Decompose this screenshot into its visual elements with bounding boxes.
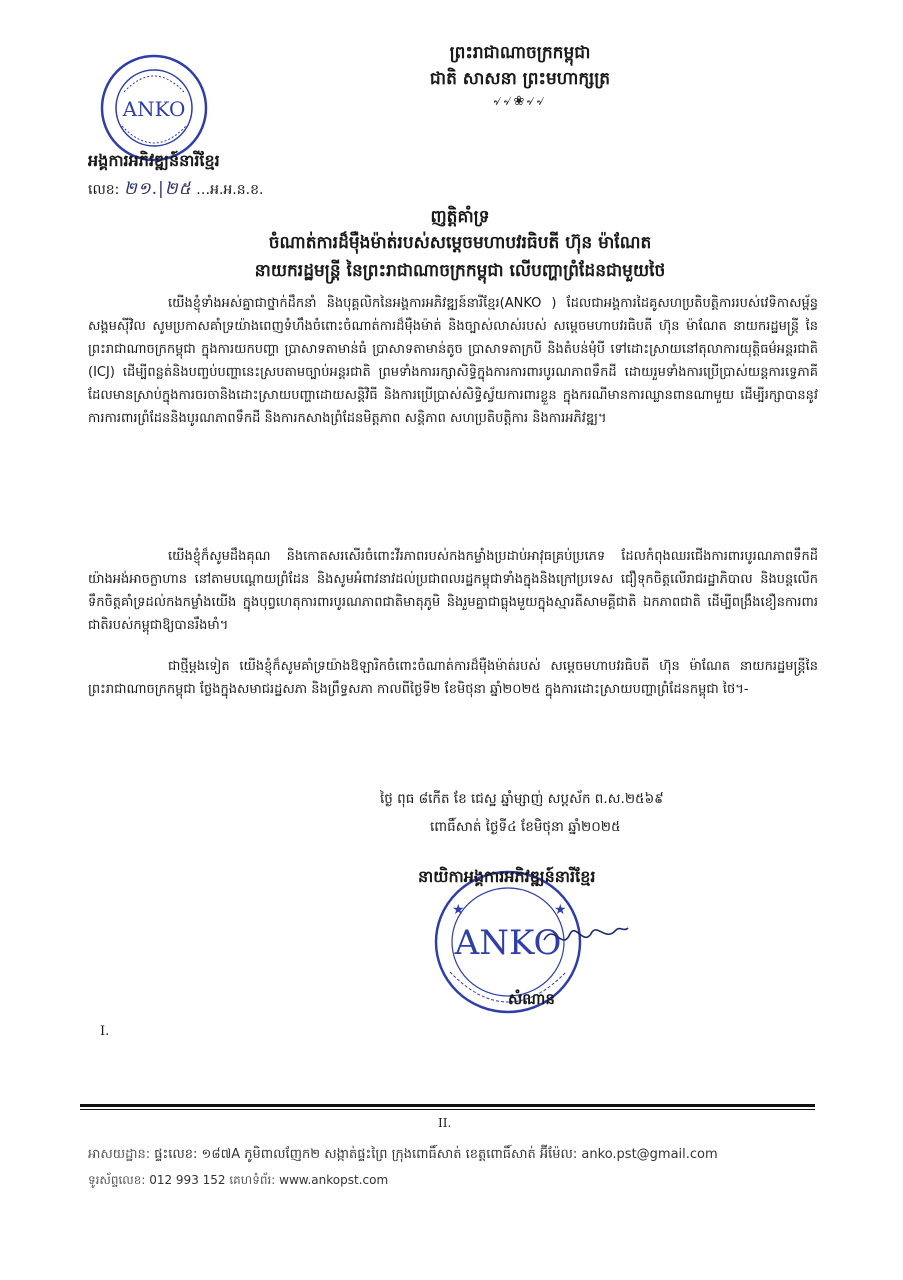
footer-divider (80, 1104, 815, 1107)
reference-label: លេខ: (88, 182, 120, 198)
national-motto: ជាតិ សាសនា ព្រះមហាក្សត្រ (429, 69, 611, 89)
page-marker-2: II. (438, 1116, 452, 1130)
body-paragraph-1: យើងខ្ញុំទាំងអស់គ្នាជាថ្នាក់ដឹកនាំ និងបុគ្គលិកនៃអង្គការអភិវឌ្ឍន៍នារីខ្មែរ(ANKO ) ដែលជាអង្គការដៃគូសហប្រតិបត្តិការរបស់វេទិកាសម្ព័ន្ធសង្គមស៊ីវិល សូមប្រកាសគាំទ្រយ៉ាងពេញទំហឹងចំពោះចំណាត់ការដ៏ម៉ឺងម៉ាត់ និងច្បាស់លាស់របស់ សម្តេចមហាបវរធិបតី ហ៊ុន ម៉ាណែត នាយករដ្ឋមន្ត្រី នៃព្រះរាជាណាចក្រកម្ពុជា ក្នុងការយកបញ្ហា ប្រាសាទតាមាន់ធំ ប្រាសាទតាមាន់តូច ប្រាសាទតាក្របី និងតំបន់មុំបី ទៅដោះស្រាយនៅតុលាការយុត្តិធម៌អន្តរជាតិ (ICJ) ដើម្បីពន្លត់និងបញ្ចប់បញ្ហានេះស្របតាមច្បាប់អន្តរជាតិ ព្រមទាំងការរក្សាសិទ្ធិក្នុងការការពារបូរណភាពទឹកដី ដោយរួមទាំងការប្រើប្រាស់យន្តការទ្វេភាគីដែលមានស្រាប់ក្នុងការចរចានិងដោះស្រាយបញ្ហាដោយសន្តិវិធី និងការប្រើប្រាស់សិទ្ធិស្វ័យការពារខ្លួន ក្នុងករណីមានការឈ្លានពានណាមួយ ដើម្បីរក្សាបាននូវការការពារព្រំដែននិងបូរណភាពទឹកដី និងការកសាងព្រំដែនមិត្តភាព សន្តិភាព សហប្រតិបត្តិការ និងការអភិវឌ្ឍ។ (88, 296, 818, 426)
document-title: ញត្តិគាំទ្រ (430, 207, 490, 227)
document-subtitle-1: ចំណាត់ការដ៏ម៉ឺងម៉ាត់របស់សម្តេចមហាបវរធិបតី ហ៊ុន ម៉ាណែត (268, 233, 652, 253)
footer-contact (88, 1172, 388, 1190)
footer-divider-thin (80, 1109, 815, 1110)
website-label: គេហទំព័រ: (229, 1173, 276, 1187)
page-marker-1: I. (100, 1024, 110, 1039)
signer-name: សំណាន (508, 990, 555, 1008)
reference-suffix: …អ.អ.ន.ខ. (196, 182, 264, 198)
reference-number (88, 178, 263, 203)
handwritten-signature (540, 912, 630, 962)
anko-logo (98, 52, 210, 164)
reference-handwritten: ២១.|២៥ (123, 179, 192, 199)
organization-name: អង្គការអភិវឌ្ឍន៍នារីខ្មែរ (88, 151, 220, 170)
document-subtitle-2: នាយករដ្ឋមន្ត្រី នៃព្រះរាជាណាចក្រកម្ពុជា លើបញ្ហាព្រំដែនជាមួយថៃ (254, 261, 666, 281)
svg-text:★: ★ (554, 902, 567, 918)
body-paragraph-2: យើងខ្ញុំក៏សូមដឹងគុណ និងកោតសរសើរចំពោះវីរភាពរបស់កងកម្លាំងប្រដាប់អាវុធគ្រប់ប្រភេទ ដែលកំពុងឈរជើងការពារបូរណភាពទឹកដីយ៉ាងអង់អាចក្លាហាន នៅតាមបណ្តោយព្រំដែន និងសូមអំពាវនាវដល់ប្រជាពលរដ្ឋកម្ពុជាទាំងក្នុងនិងក្រៅប្រទេស ជឿទុកចិត្តលើរាជរដ្ឋាភិបាល និងបន្តលើកទឹកចិត្តគាំទ្រដល់កងកម្លាំងយើង ក្នុងបុព្វហេតុការពារបូរណភាពជាតិមាតុភូមិ និងរួមគ្នាជាធ្លុងមួយក្នុងស្មារតីសាមគ្គីជាតិ ឯកភាពជាតិ ដើម្បីពង្រឹងខឿនការពារជាតិរបស់កម្ពុជាឱ្យបានរឹងមាំ។ (88, 549, 818, 633)
body-paragraph-3: ជាថ្មីម្តងទៀត យើងខ្ញុំក៏សូមគាំទ្រយ៉ាងឱឡារិកចំពោះចំណាត់ការដ៏ម៉ឺងម៉ាត់របស់ សម្តេចមហាបវរធិបតី ហ៊ុន ម៉ាណែត នាយករដ្ឋមន្ត្រីនៃព្រះរាជាណាចក្រកម្ពុជា ថ្លែងក្នុងសមាជរដ្ឋសភា និងព្រឹទ្ធសភា កាលពីថ្ងៃទី២ ខែមិថុនា ឆ្នាំ២០២៥ ក្នុងការដោះស្រាយបញ្ហាព្រំដែនកម្ពុជា ថៃ។- (88, 659, 818, 697)
svg-text:ANKO: ANKO (122, 97, 186, 121)
svg-text:★: ★ (452, 902, 465, 918)
lunar-date: ថ្ងៃ ពុធ ៨កើត ខែ ជេស្ឋ ឆ្នាំម្សាញ់ សប្តស័ក ព.ស.២៥៦៩ (380, 791, 664, 807)
signatory-title: នាយិកាអង្គការអភិវឌ្ឍន៍នារីខ្មែរ (418, 867, 596, 886)
kingdom-heading: ព្រះរាជាណាចក្រកម្ពុជា (449, 43, 591, 63)
svg-text:ANKO: ANKO (454, 923, 562, 963)
ornament-divider: ৵৵❀৵৵ (493, 94, 547, 109)
phone-label: ទូរស័ព្ទលេខ: (88, 1173, 146, 1187)
address-label: អាសយដ្ឋាន: (88, 1147, 151, 1162)
website-value: www.ankopst.com (279, 1173, 389, 1187)
footer-address (88, 1146, 718, 1165)
solar-date: ពោធិ៍សាត់ ថ្ងៃទី៤ ខែមិថុនា ឆ្នាំ២០២៥ (430, 819, 621, 835)
address-value: ផ្ទះលេខ: ១៨៧A ភូមិពាលញែក២ សង្កាត់ផ្ទះព្រៃ ក្រុងពោធិ៍សាត់ ខេត្តពោធិ៍សាត់ អ៊ីម៉ែល: anko.pst@gmail.com (154, 1147, 718, 1162)
phone-value: 012 993 152 (149, 1173, 226, 1187)
